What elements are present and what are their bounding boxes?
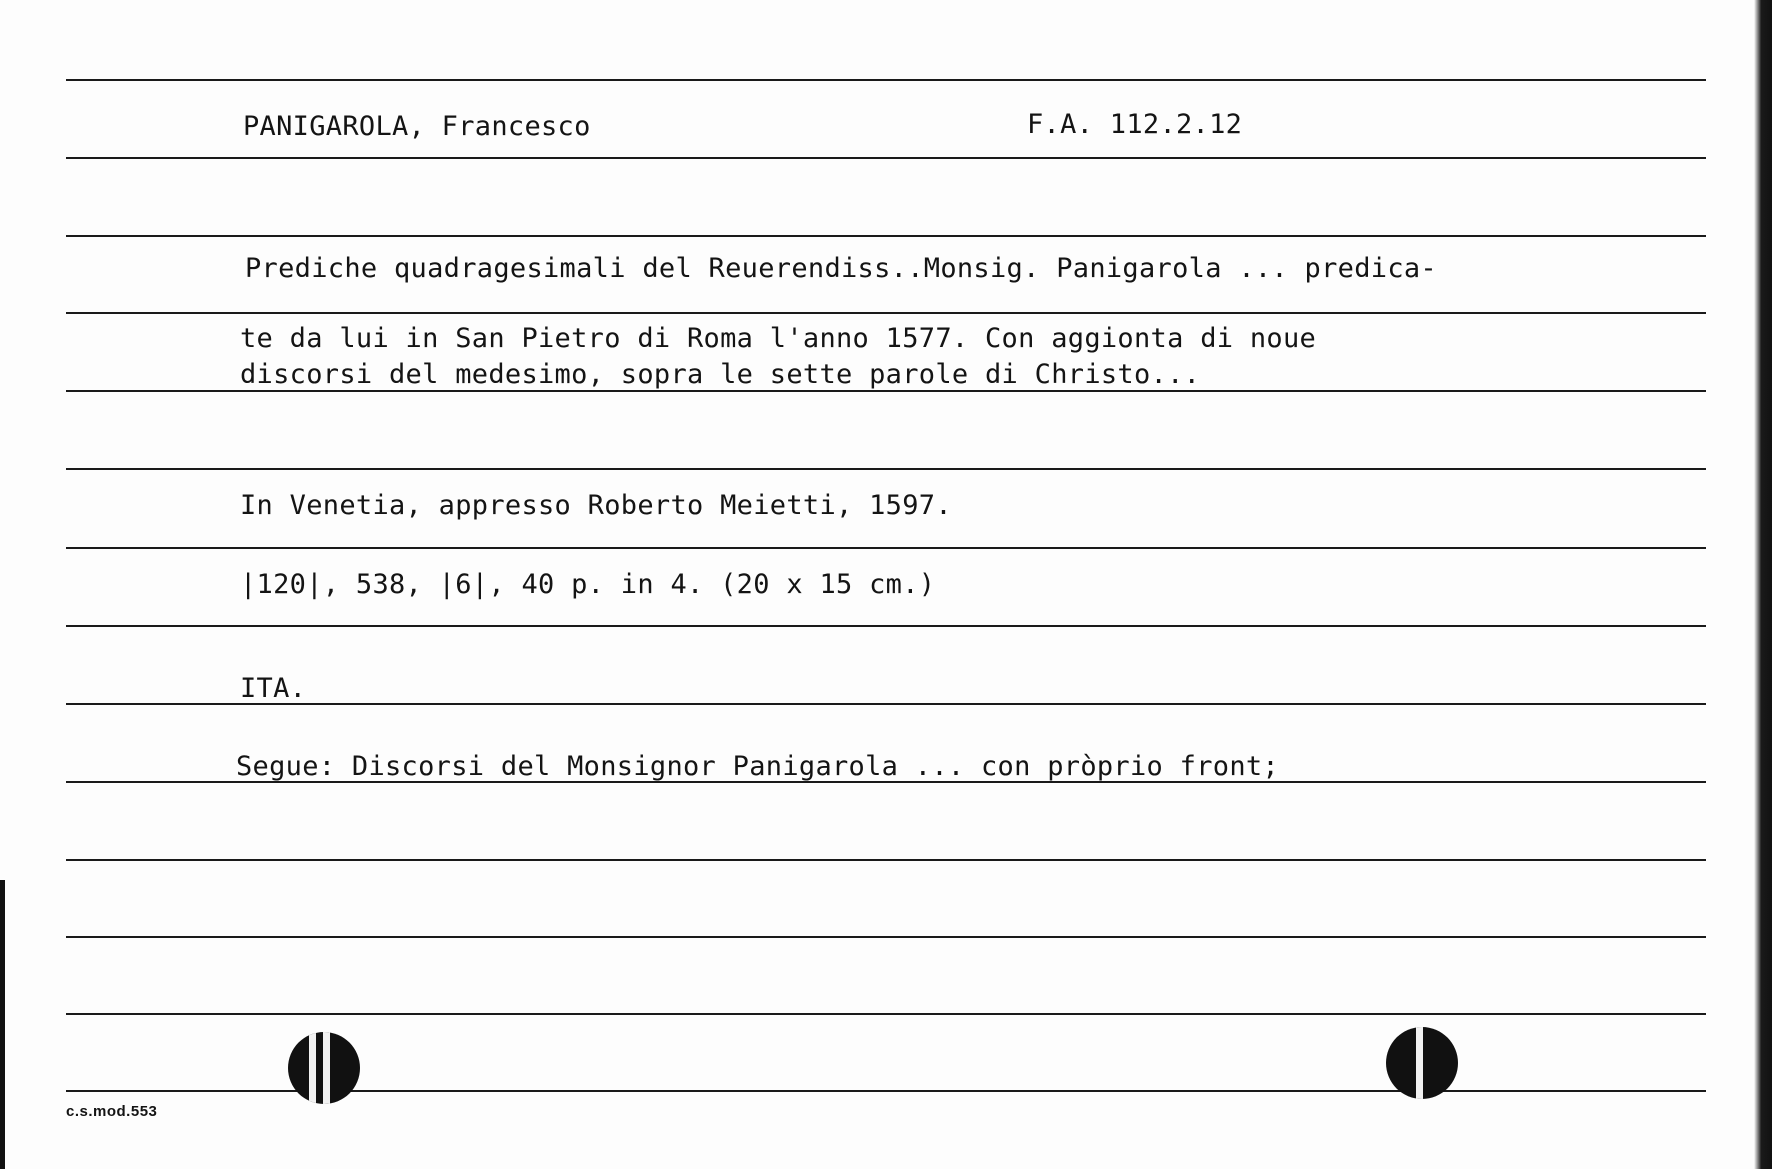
language-code: ITA. [240, 673, 307, 704]
author-heading: PANIGAROLA, Francesco [243, 111, 591, 142]
imprint: In Venetia, appresso Roberto Meietti, 1597. [240, 490, 952, 521]
ruled-line [66, 390, 1706, 392]
shelfmark: F.A. 112.2.12 [1027, 109, 1243, 140]
ruled-line [66, 936, 1706, 938]
ruled-line [66, 312, 1706, 314]
card-left-edge-shadow [0, 880, 5, 1169]
ruled-line [66, 547, 1706, 549]
form-code: c.s.mod.553 [66, 1103, 158, 1120]
ruled-line [66, 703, 1706, 705]
card-right-edge-shadow [1754, 0, 1772, 1169]
ruled-line [66, 468, 1706, 470]
ruled-line [66, 859, 1706, 861]
punch-hole-left [288, 1032, 360, 1104]
ruled-line [66, 235, 1706, 237]
ruled-line [66, 625, 1706, 627]
ruled-line [66, 79, 1706, 81]
title-line-2: te da lui in San Pietro di Roma l'anno 1577. Con aggionta di noue [240, 323, 1317, 354]
title-line-1: Prediche quadragesimali del Reuerendiss..Monsig. Panigarola ... predica- [245, 253, 1437, 284]
collation: |120|, 538, |6|, 40 p. in 4. (20 x 15 cm.) [240, 569, 936, 600]
title-line-3: discorsi del medesimo, sopra le sette parole di Christo... [240, 359, 1201, 390]
note: Segue: Discorsi del Monsignor Panigarola ... con pròprio front; [236, 751, 1279, 782]
ruled-line [66, 1013, 1706, 1015]
punch-hole-right [1386, 1027, 1458, 1099]
ruled-line [66, 157, 1706, 159]
